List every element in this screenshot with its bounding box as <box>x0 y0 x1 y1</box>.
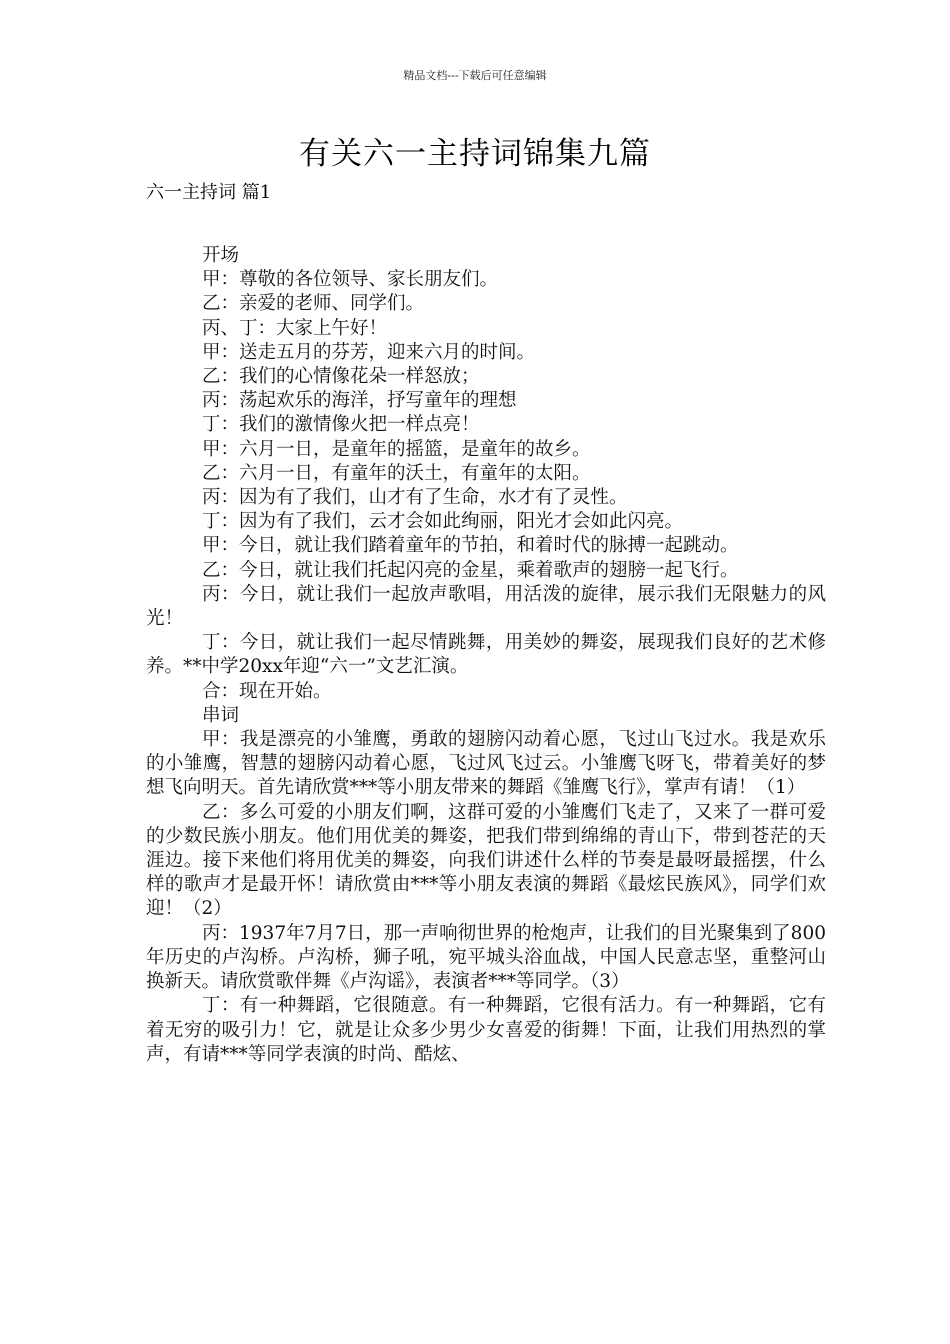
paragraph: 丁：因为有了我们，云才会如此绚丽，阳光才会如此闪亮。 <box>202 511 684 533</box>
paragraph: 丁：有一种舞蹈，它很随意。有一种舞蹈，它很有活力。有一种舞蹈，它有着无穷的吸引力！它，就是让众多少男少女喜爱的街舞！下面，让我们用热烈的掌声，有请***等同学表演的时尚、酷炫、 <box>146 995 826 1065</box>
paragraph: 丁：今日，就让我们一起尽情跳舞，用美妙的舞姿，展现我们良好的艺术修养。**中学20xx年迎“六一”文艺汇演。 <box>146 632 826 678</box>
paragraph: 乙：今日，就让我们托起闪亮的金星，乘着歌声的翅膀一起飞行。 <box>202 559 739 581</box>
document-body <box>146 244 826 1067</box>
paragraph-opening: 开场 <box>202 245 240 266</box>
section-title: 六一主持词 篇1 <box>146 182 272 203</box>
paragraph: 丙：1937年7月7日，那一声响彻世界的枪炮声，让我们的目光聚集到了800年历史的卢沟桥。卢沟桥，狮子吼，宛平城头浴血战，中国人民意志坚，重整河山换新天。请欣赏歌伴舞《卢沟谣》，表演者***等同学。（3） <box>146 922 826 993</box>
paragraph-transitions: 串词 <box>202 704 240 726</box>
paragraph: 甲：我是漂亮的小雏鹰，勇敢的翅膀闪动着心愿，飞过山飞过水。我是欢乐的小雏鹰，智慧的翅膀闪动着心愿，飞过风飞过云。小雏鹰飞呀飞，带着美好的梦想飞向明天。首先请欣赏***等小朋友带来的舞蹈《雏鹰飞行》，掌声有请！（1） <box>146 729 826 799</box>
paragraph: 乙：六月一日，有童年的沃土，有童年的太阳。 <box>202 462 591 484</box>
paragraph: 丁：我们的激情像火把一样点亮！ <box>202 414 480 436</box>
paragraph: 乙：多么可爱的小朋友们啊，这群可爱的小雏鹰们飞走了，又来了一群可爱的少数民族小朋友。他们用优美的舞姿，把我们带到绵绵的青山下，带到苍茫的天涯边。接下来他们将用优美的舞姿，向我们讲述什么样的节奏是最呀最摇摆，什么样的歌声才是最开怀！请欣赏由***等小朋友表演的舞蹈《最炫民族风》，同学们欢迎！（2） <box>146 801 826 920</box>
paragraph: 丙：因为有了我们，山才有了生命，水才有了灵性。 <box>202 487 628 509</box>
header-note: 精品文档---下载后可任意编辑 <box>403 69 547 82</box>
paragraph: 乙：我们的心情像花朵一样怒放； <box>202 366 480 388</box>
paragraph: 甲：尊敬的各位领导、家长朋友们。 <box>202 269 499 291</box>
paragraph: 丙：今日，就让我们一起放声歌唱，用活泼的旋律，展示我们无限魅力的风光！ <box>146 583 826 630</box>
paragraph: 甲：送走五月的芬芳，迎来六月的时间。 <box>202 341 536 363</box>
paragraph: 甲：今日，就让我们踏着童年的节拍，和着时代的脉搏一起跳动。 <box>202 535 739 557</box>
paragraph: 甲：六月一日，是童年的摇篮，是童年的故乡。 <box>202 438 591 460</box>
paragraph: 乙：亲爱的老师、同学们。 <box>202 293 425 315</box>
document-title: 有关六一主持词锦集九篇 <box>299 136 651 172</box>
paragraph: 丙：荡起欢乐的海洋，抒写童年的理想 <box>202 390 517 412</box>
paragraph: 丙、丁：大家上午好！ <box>202 317 388 339</box>
paragraph: 合：现在开始。 <box>202 680 332 702</box>
